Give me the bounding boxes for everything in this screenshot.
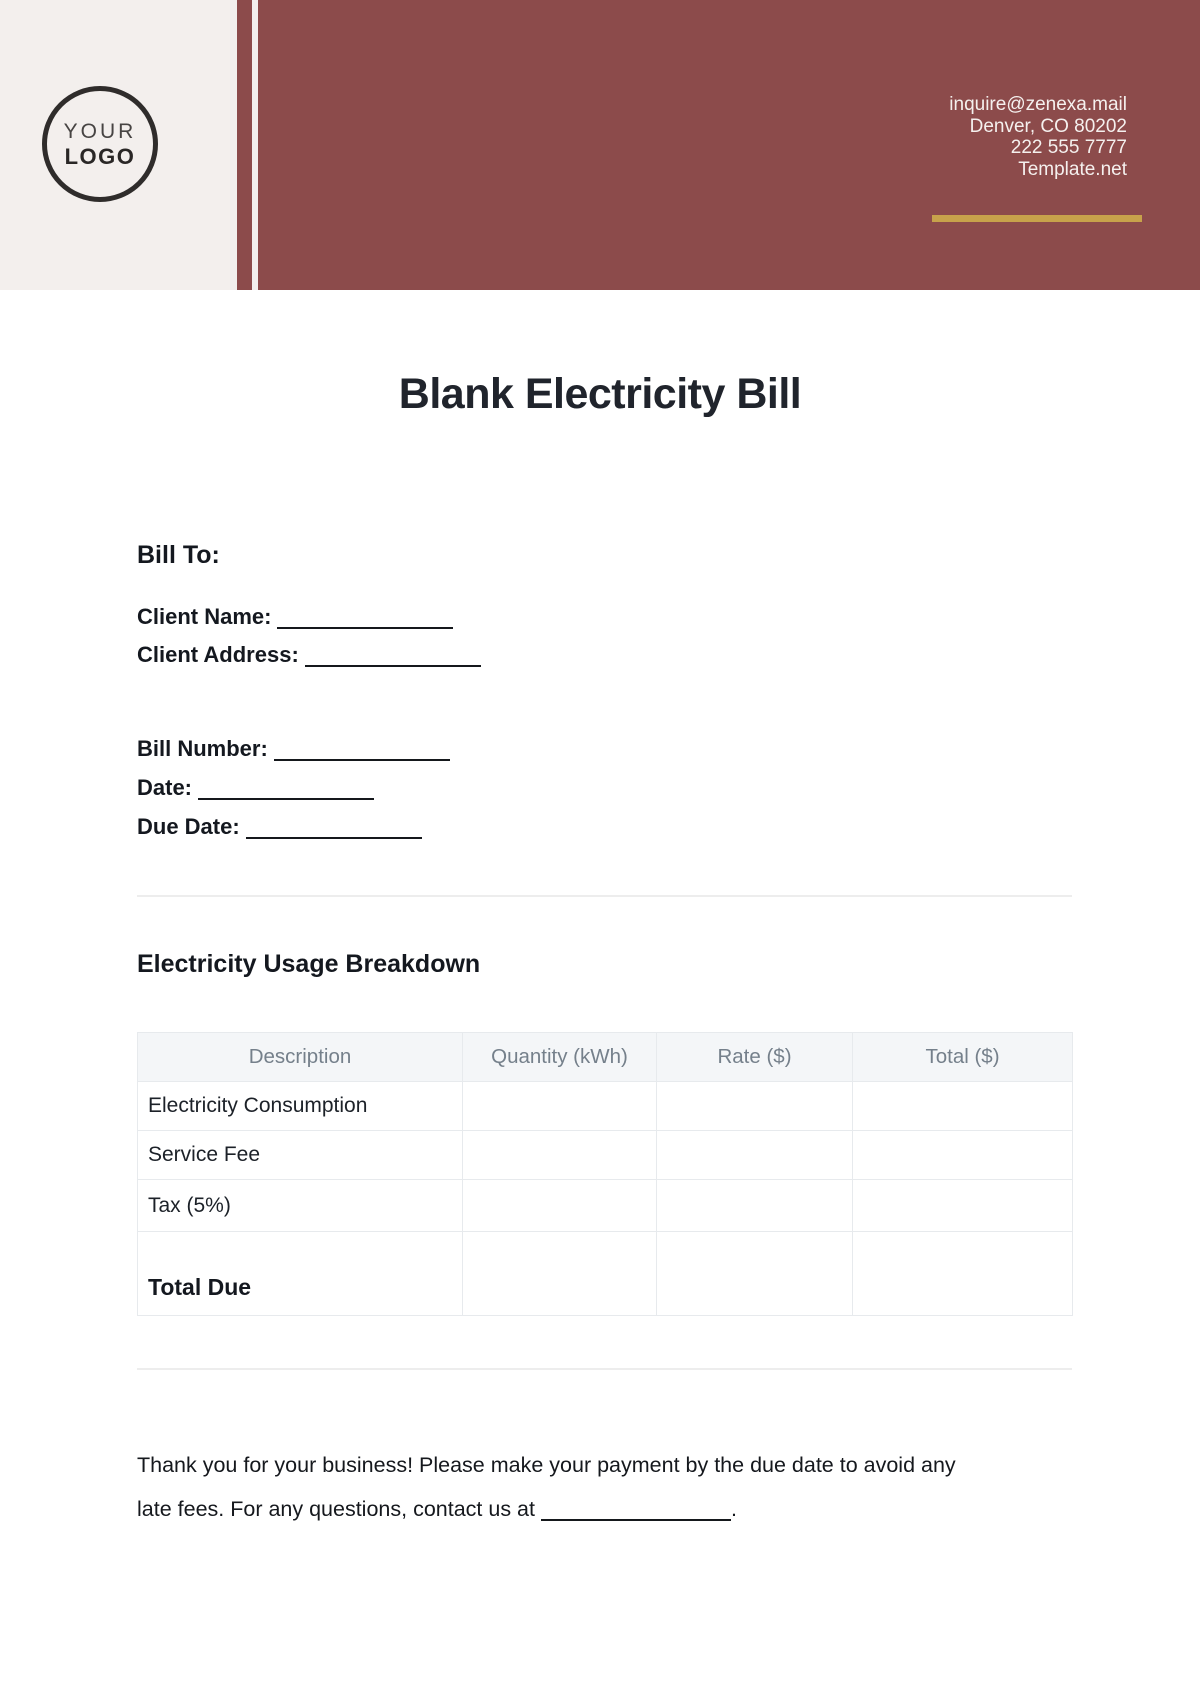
cell-total	[853, 1131, 1073, 1180]
client-name-label: Client Name:	[137, 604, 272, 629]
date-blank-line	[198, 784, 374, 800]
gold-accent-bar	[932, 215, 1142, 222]
contact-website: Template.net	[1018, 158, 1127, 180]
header-main-panel	[258, 0, 1200, 290]
client-address-label: Client Address:	[137, 642, 299, 667]
footer-line-2	[137, 1487, 1097, 1531]
table-row	[138, 1180, 1073, 1232]
cell-description: Tax (5%)	[138, 1180, 463, 1232]
bill-to-heading: Bill To:	[137, 541, 220, 569]
col-header-description: Description	[138, 1033, 463, 1082]
client-name-blank-line	[277, 613, 453, 629]
date-label: Date:	[137, 775, 193, 800]
due-date-field	[137, 813, 422, 841]
contact-phone: 222 555 7777	[1010, 137, 1127, 158]
table-row	[138, 1082, 1073, 1131]
cell-rate	[657, 1082, 853, 1131]
logo-text-your: YOUR	[63, 119, 137, 143]
bill-number-field	[137, 735, 450, 763]
bill-number-blank-line	[274, 745, 450, 761]
cell-quantity	[463, 1131, 657, 1180]
cell-total	[853, 1180, 1073, 1232]
footer-note	[137, 1443, 1097, 1531]
table-header-row	[138, 1033, 1073, 1082]
contact-email: inquire@zenexa.mail	[949, 94, 1127, 115]
footer-contact-blank-line	[541, 1505, 731, 1521]
contact-address: Denver, CO 80202	[969, 115, 1127, 137]
header-accent-stripe	[237, 0, 252, 290]
usage-table	[137, 1032, 1073, 1316]
header-contact-block	[949, 94, 1127, 180]
page-title: Blank Electricity Bill	[398, 370, 802, 418]
cell-rate	[657, 1180, 853, 1232]
table-row	[138, 1131, 1073, 1180]
logo-panel	[0, 0, 237, 290]
usage-breakdown-heading: Electricity Usage Breakdown	[137, 950, 481, 978]
col-header-rate: Rate ($)	[657, 1033, 853, 1082]
logo	[42, 86, 158, 202]
section-divider-bottom	[137, 1368, 1072, 1370]
footer-line-2-text: late fees. For any questions, contact us at	[137, 1497, 535, 1521]
section-divider-top	[137, 895, 1072, 897]
table-total-row	[138, 1232, 1073, 1316]
footer-period: .	[730, 1497, 737, 1521]
total-due-label: Total Due	[138, 1232, 463, 1316]
cell-quantity	[463, 1232, 657, 1316]
header-band	[0, 0, 1200, 290]
footer-line-1: Thank you for your business! Please make your payment by the due date to avoid any	[137, 1453, 956, 1477]
cell-quantity	[463, 1180, 657, 1232]
client-address-blank-line	[305, 651, 481, 667]
cell-total	[853, 1232, 1073, 1316]
logo-text-logo: LOGO	[64, 143, 136, 169]
client-name-field	[137, 603, 453, 631]
col-header-quantity: Quantity (kWh)	[463, 1033, 657, 1082]
client-address-field	[137, 641, 481, 669]
cell-description: Electricity Consumption	[138, 1082, 463, 1131]
cell-total	[853, 1082, 1073, 1131]
cell-rate	[657, 1232, 853, 1316]
cell-description: Service Fee	[138, 1131, 463, 1180]
due-date-label: Due Date:	[137, 814, 240, 839]
col-header-total: Total ($)	[853, 1033, 1073, 1082]
cell-rate	[657, 1131, 853, 1180]
due-date-blank-line	[246, 823, 422, 839]
date-field	[137, 774, 374, 802]
bill-number-label: Bill Number:	[137, 736, 268, 761]
cell-quantity	[463, 1082, 657, 1131]
